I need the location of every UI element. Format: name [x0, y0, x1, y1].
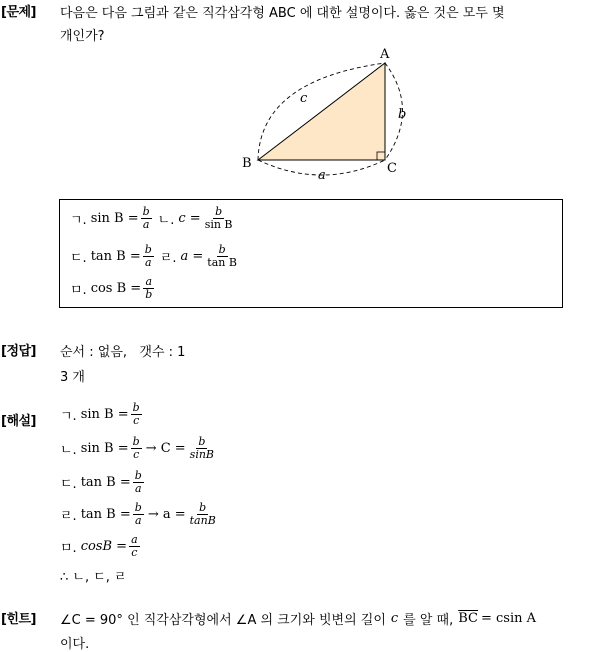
choice-mark: ㄹ. [159, 251, 177, 266]
choice-mark: ㄴ. [157, 213, 175, 228]
hint-label: [힌트] [1, 612, 36, 627]
hint-text-2: 를 알 때, [403, 613, 454, 628]
answer-line2: 3 개 [60, 370, 85, 385]
problem-label: [문제] [1, 5, 36, 20]
solution-label: [해설] [1, 414, 36, 429]
fraction: $\frac{b}{c}$ [132, 401, 140, 427]
fraction: $\frac{b}{a}$ [134, 501, 142, 527]
problem-text-line1: 다음은 다음 그림과 같은 직각삼각형 ABC 에 대한 설명이다. 옳은 것은 모두 몇 [60, 6, 505, 21]
hint-line2: 이다. [60, 637, 90, 652]
side-b-label: b [398, 107, 407, 122]
problem-text-line2: 개인가? [60, 29, 105, 44]
choice-3 [70, 244, 241, 269]
answer-line1: 순서 : 없음, 갯수 : 1 [60, 345, 186, 360]
hint-var-c: c [390, 611, 399, 626]
vertex-c-label: C [387, 161, 397, 176]
choices-box [59, 199, 563, 308]
solution-line-5: ㅁ. cosB = $\frac{a}{c}$ [60, 533, 138, 559]
triangle-abc [258, 63, 385, 160]
fraction: $\frac{b}{a}$ [144, 243, 152, 269]
side-a-label: a [318, 168, 326, 183]
fraction: $\frac{b}{\sin B}$ [189, 435, 215, 461]
choice-lhs: sin B = [90, 211, 139, 226]
choice-lhs: tan B = [90, 249, 141, 264]
fraction: $\frac{b}{a}$ [134, 469, 142, 495]
hint-eq: = csin A [481, 611, 537, 626]
choice-mark: ㄱ. [70, 213, 87, 228]
choice-5 [70, 276, 156, 301]
fraction: $\frac{b}{\tan B}$ [189, 501, 216, 527]
choice-mark: ㅁ. [70, 283, 87, 298]
vertex-a-label: A [380, 47, 390, 62]
choice-lhs: cos B = [90, 281, 142, 296]
solution-line-1: ㄱ. sin B = $\frac{b}{c}$ [60, 401, 140, 427]
fraction: $\frac{b}{a}$ [142, 205, 150, 231]
solution-line-4: ㄹ. tan B = $\frac{b}{a}$ → a = $\frac{b}{\tan B}$ [60, 501, 216, 527]
choice-lhs: c = [178, 211, 201, 226]
solution-line-2: ㄴ. sin B = $\frac{b}{c}$ → C = $\frac{b}{\sin B}$ [60, 435, 215, 461]
choice-mark: ㄷ. [70, 251, 87, 266]
side-c-label: c [300, 91, 308, 106]
fraction: $\frac{b}{\text{sin B}}$ [204, 205, 233, 231]
hint-text: ∠C = 90° 인 직각삼각형에서 ∠A 의 크기와 빗변의 길이 [60, 613, 386, 628]
solution-line-3: ㄷ. tan B = $\frac{b}{a}$ [60, 469, 142, 495]
triangle-figure [230, 40, 420, 185]
choice-lhs: a = [180, 249, 204, 264]
vertex-b-label: B [242, 156, 252, 171]
fraction: $\frac{a}{b}$ [145, 275, 153, 301]
solution-conclusion: ∴ ㄴ, ㄷ, ㄹ [60, 570, 127, 585]
fraction: $\frac{b}{\text{tan B}}$ [207, 243, 237, 269]
hint-bc: $\overline{BC}$ [458, 611, 478, 626]
answer-label: [정답] [1, 344, 36, 359]
fraction: $\frac{a}{c}$ [131, 533, 138, 559]
hint-line1 [60, 609, 536, 628]
fraction: $\frac{b}{c}$ [132, 435, 140, 461]
choice-1 [70, 206, 237, 231]
